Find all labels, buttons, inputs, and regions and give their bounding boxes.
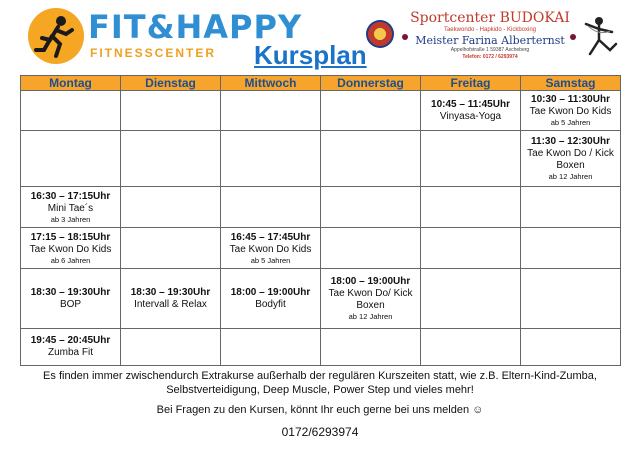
empty-cell [321, 187, 421, 228]
course-cell [321, 269, 421, 329]
course-age: ab 5 Jahren [250, 255, 291, 265]
empty-cell [221, 131, 321, 187]
course-time: 19:45 – 20:45Uhr [30, 335, 111, 346]
day-header: Montag [21, 76, 121, 91]
empty-cell [121, 91, 221, 131]
brand-subtitle: FITNESSCENTER [90, 46, 217, 60]
course-cell [521, 131, 621, 187]
empty-cell [221, 187, 321, 228]
day-header: Freitag [421, 76, 521, 91]
empty-cell [321, 329, 421, 366]
schedule-table [20, 75, 621, 366]
course-age: ab 12 Jahren [348, 312, 393, 321]
schedule-row [21, 187, 621, 228]
empty-cell [321, 91, 421, 131]
course-time: 18:00 – 19:00Uhr [230, 286, 311, 298]
course-time: 16:30 – 17:15Uhr [30, 190, 111, 202]
course-course: Mini Tae´s [47, 202, 94, 214]
day-header: Samstag [521, 76, 621, 91]
empty-cell [521, 329, 621, 366]
course-time: 17:15 – 18:15Uhr [30, 231, 111, 243]
course-cell [121, 269, 221, 329]
course-course: Tae Kwon Do/ Kick Boxen [328, 288, 413, 311]
schedule-row [21, 91, 621, 131]
course-course: Intervall & Relax [134, 298, 207, 310]
empty-cell [21, 91, 121, 131]
course-age: ab 5 Jahren [550, 118, 591, 127]
course-cell [221, 269, 321, 329]
course-course: Vinyasa-Yoga [439, 110, 502, 122]
empty-cell [421, 187, 521, 228]
empty-cell [121, 187, 221, 228]
empty-cell [321, 131, 421, 187]
course-time: 18:30 – 19:30Uhr [30, 286, 111, 298]
schedule-row [21, 269, 621, 329]
page-footer [0, 369, 640, 439]
course-time: 18:30 – 19:30Uhr [130, 286, 211, 298]
empty-cell [521, 269, 621, 329]
budokai-disciplines: Taekwondo - Hapkido - Kickboxing [443, 27, 537, 33]
empty-cell [421, 269, 521, 329]
day-header: Dienstag [121, 76, 221, 91]
day-header: Donnerstag [321, 76, 421, 91]
budokai-master: Meister Farina Alberternst [415, 34, 565, 47]
page-title: Kursplan [254, 40, 367, 70]
extra-courses-notice-continued: Selbstverteidigung, Deep Muscle, Power Step und vieles mehr! [166, 384, 474, 396]
schedule-row [21, 329, 621, 366]
budokai-info [405, 10, 575, 61]
brand-name: FIT&HAPPY [88, 8, 303, 46]
course-time: 10:45 – 11:45Uhr [431, 98, 510, 110]
course-time: 10:30 – 11:30Uhr [531, 94, 610, 105]
empty-cell [421, 131, 521, 187]
budokai-phone: Telefon: 0172 / 6293974 [462, 54, 518, 60]
course-course: Zumba Fit [47, 347, 93, 358]
empty-cell [221, 91, 321, 131]
contact-question: Bei Fragen zu den Kursen, könnt Ihr euch gerne bei uns melden ☺ [156, 404, 484, 416]
empty-cell [521, 228, 621, 269]
course-cell [421, 91, 521, 131]
schedule-row [21, 228, 621, 269]
course-age: ab 12 Jahren [548, 172, 593, 181]
empty-cell [121, 131, 221, 187]
course-cell [21, 228, 121, 269]
course-course: Tae Kwon Do / Kick Boxen [527, 148, 614, 171]
course-course: Tae Kwon Do Kids [529, 106, 612, 117]
course-cell [521, 91, 621, 131]
budokai-name: Sportcenter BUDOKAI [410, 10, 570, 26]
schedule-body [21, 91, 621, 366]
empty-cell [21, 131, 121, 187]
course-time: 16:45 – 17:45Uhr [230, 231, 311, 243]
course-course: Tae Kwon Do Kids [29, 243, 112, 255]
schedule-row [21, 131, 621, 187]
runner-logo-icon [28, 8, 84, 64]
decorative-dot-icon [570, 34, 576, 40]
course-course: BOP [59, 298, 82, 310]
empty-cell [421, 228, 521, 269]
budokai-emblem-icon [366, 20, 394, 48]
day-header: Mittwoch [221, 76, 321, 91]
martial-artist-icon [580, 14, 618, 58]
course-cell [221, 228, 321, 269]
empty-cell [521, 187, 621, 228]
course-time: 11:30 – 12:30Uhr [531, 136, 610, 147]
course-course: Tae Kwon Do Kids [229, 243, 312, 255]
course-cell [21, 269, 121, 329]
weekday-header-row [21, 76, 621, 91]
empty-cell [321, 228, 421, 269]
contact-phone: 0172/6293974 [281, 425, 359, 439]
course-age: ab 3 Jahren [50, 214, 91, 224]
page-header [0, 0, 640, 74]
course-age: ab 6 Jahren [50, 255, 91, 265]
course-cell [21, 329, 121, 366]
course-course: Bodyfit [255, 298, 286, 310]
budokai-address: Appelhofstraße 1 59387 Ascheberg [450, 47, 530, 53]
empty-cell [121, 329, 221, 366]
course-cell [21, 187, 121, 228]
empty-cell [421, 329, 521, 366]
empty-cell [221, 329, 321, 366]
extra-courses-notice: Es finden immer zwischendurch Extrakurse außerhalb der regulären Kurszeiten statt, wie z.B. Eltern-Kind-Zumba, [43, 370, 597, 382]
empty-cell [121, 228, 221, 269]
course-time: 18:00 – 19:00Uhr [330, 276, 411, 287]
